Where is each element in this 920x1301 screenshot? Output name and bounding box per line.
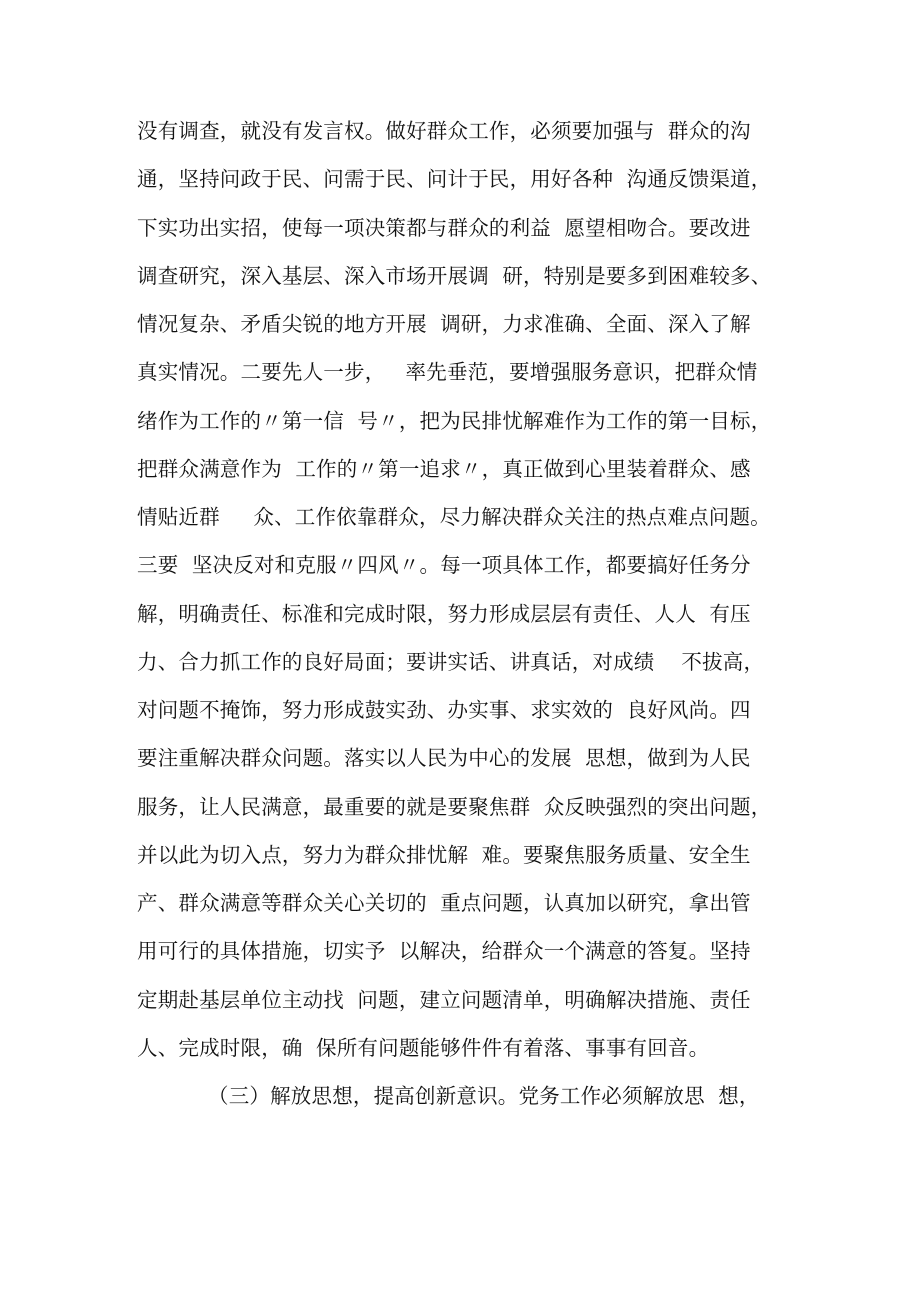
text-line: 定期赴基层单位主动找 问题，建立问题清单，明确解决措施、责任 (137, 987, 751, 1012)
text-line: 情况复杂、矛盾尖锐的地方开展 调研，力求准确、全面、深入了解 (137, 312, 751, 336)
text-line: 并以此为切入点，努力为群众排忧解 难。要聚焦服务质量、安全生 (137, 842, 751, 867)
text-line: 产、群众满意等群众关心关切的 重点问题，认真加以研究，拿出管 (137, 891, 751, 915)
body-text (137, 107, 797, 1120)
text-line: 对问题不掩饰，努力形成鼓实劲、办实事、求实效的 良好风尚。四 (137, 698, 751, 722)
text-line: 解，明确责任、标准和完成时限，努力形成层层有责任、人人 有压 (137, 601, 751, 626)
text-line: 人、完成时限，确 保所有问题能够件件有着落、事事有回音。 (137, 1035, 710, 1060)
text-line: 通，坚持问政于民、问需于民、问计于民，用好各种 沟通反馈渠道， (137, 167, 772, 192)
text-line: 调查研究，深入基层、深入市场开展调 研，特别是要多到困难较多、 (137, 263, 772, 288)
text-line: 力、合力抓工作的良好局面；要讲实话、讲真话，对成绩 不拔高， (137, 649, 765, 674)
text-line: 下实功出实招，使每一项决策都与群众的利益 愿望相吻合。要改进 (137, 215, 751, 240)
text-line: 真实情况。二要先人一步， 率先垂范，要增强服务意识，把群众情 (137, 360, 758, 385)
text-line: 用可行的具体措施，切实予 以解决，给群众一个满意的答复。坚持 (137, 939, 751, 964)
text-line: 情贴近群 众、工作依靠群众，尽力解决群众关注的热点难点问题。 (137, 505, 771, 529)
text-line: 把群众满意作为 工作的〃第一追求〃，真正做到心里装着群众、感 (137, 456, 751, 481)
text-line: 三要 坚决反对和克服〃四风〃。每一项具体工作，都要搞好任务分 (137, 553, 751, 578)
section-heading-line: （三）解放思想，提高创新意识。党务工作必须解放思 想， (208, 1084, 760, 1108)
text-line: 没有调查，就没有发言权。做好群众工作，必须要加强与 群众的沟 (137, 119, 751, 143)
text-line: 服务，让人民满意，最重要的就是要聚焦群 众反映强烈的突出问题， (137, 794, 772, 819)
text-line: 要注重解决群众问题。落实以人民为中心的发展 思想，做到为人民 (137, 746, 751, 771)
text-line: 绪作为工作的〃第一信 号〃，把为民排忧解难作为工作的第一目标， (137, 408, 772, 433)
